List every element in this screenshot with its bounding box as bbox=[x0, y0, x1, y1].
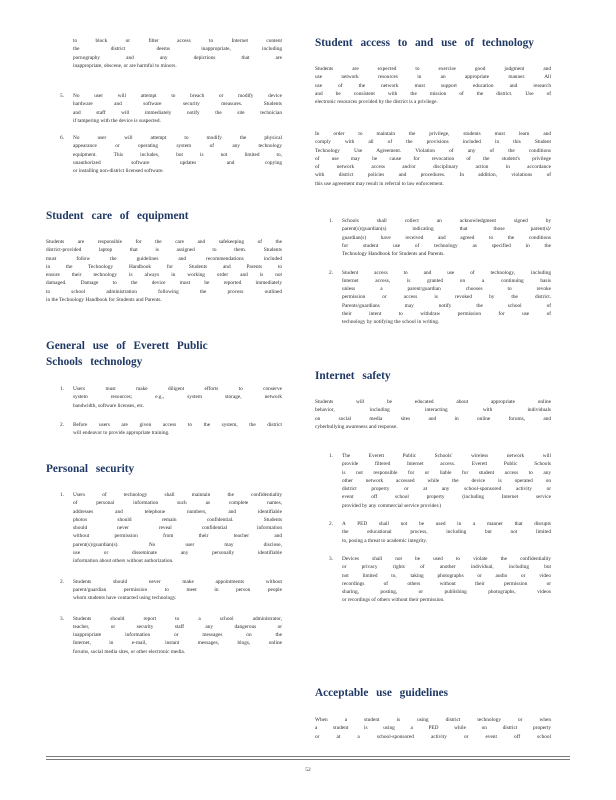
text-line: permission or access is revoked by the district. bbox=[342, 294, 551, 301]
text-line: to block or filter access to Internet content bbox=[73, 38, 282, 44]
text-line: When a student is using district technology or when bbox=[315, 717, 551, 723]
text-line: electronic resources provided by the district is a privilege. bbox=[315, 99, 438, 106]
text-line: or recordings of others without their permission. bbox=[342, 597, 445, 604]
footer-rule-bottom bbox=[46, 759, 570, 760]
text-line: parent/guardian permission to meet in person people bbox=[73, 586, 282, 593]
text-line: Students are expected to exercise good judgment and bbox=[315, 66, 551, 72]
text-line: without permission from their teacher and bbox=[73, 533, 282, 540]
text-line: No user will attempt to breach or modify device bbox=[73, 93, 282, 99]
text-line: to, posing a threat to academic integrity. bbox=[342, 537, 427, 544]
continued-paragraph bbox=[73, 37, 282, 70]
text-line: parent(s)/guardian(s) indicating that those parent(s)/ bbox=[342, 226, 551, 233]
text-line: recordings of others without their permission or bbox=[342, 580, 551, 587]
text-line: Users of technology shall maintain the confidentiality bbox=[73, 492, 282, 498]
text-line: Technology Handbook for Students and Parents. bbox=[342, 251, 445, 258]
text-line: to school administration following the process outlined bbox=[46, 288, 282, 295]
text-line: and be consistent with the mission of the district. Use of bbox=[315, 90, 551, 97]
text-line: use of the network must support education and research bbox=[315, 82, 551, 89]
text-line: damaged. Damage to the device must be reported immediately bbox=[46, 280, 282, 287]
list-number: 2. bbox=[60, 421, 64, 428]
text-line: of personal information such as complete names, bbox=[73, 500, 282, 507]
text-line: teacher, or security staff any dangerous or bbox=[73, 623, 282, 630]
text-line: on social media sites and in online forums, and bbox=[315, 415, 551, 422]
list-number: 1. bbox=[329, 453, 333, 459]
text-line: system resources; e.g., system storage, network bbox=[73, 394, 282, 401]
list-item-text bbox=[73, 421, 282, 438]
text-line: Student access to and use of technology, including bbox=[342, 269, 551, 276]
text-line: behavior, including interacting with individuals bbox=[315, 407, 551, 414]
text-line: guardian(s) have received and agreed to the conditions bbox=[342, 234, 551, 241]
text-line: use network resources in an appropriate manner. All bbox=[315, 74, 551, 81]
text-line: Students will be educated about appropriate online bbox=[315, 399, 551, 405]
heading-acceptable-use: Acceptable use guidelines bbox=[315, 687, 449, 699]
text-line: or privacy rights of another individual, including but bbox=[342, 564, 551, 571]
text-line: ensure their technology is always in working order and is not bbox=[46, 272, 282, 279]
list-number: 2. bbox=[60, 578, 64, 585]
text-line: in the Technology Handbook for Students and Parents. bbox=[46, 297, 162, 304]
text-line: equipment. This includes, but is not limited to, bbox=[73, 151, 282, 158]
list-number: 1. bbox=[60, 492, 64, 498]
text-line: Students are responsible for the care and safekeeping of the bbox=[46, 239, 282, 245]
text-line: addresses and telephone numbers, and identifiable bbox=[73, 508, 282, 515]
access-paragraph-1 bbox=[315, 65, 551, 106]
text-line: event off school property (including Internet service bbox=[342, 494, 551, 501]
text-line: parent(s)/guardian(s). No user may disclose, bbox=[73, 541, 282, 548]
heading-student-access: Student access to and use of technology bbox=[315, 37, 534, 49]
text-line: Parents/guardians may notify the school of bbox=[342, 302, 551, 309]
text-line: use or disseminate any personally identifiable bbox=[73, 550, 282, 557]
text-line: if tampering with the device is suspected. bbox=[73, 117, 161, 124]
text-line: their intent to withdraw permission for use of bbox=[342, 310, 551, 317]
text-line: Technology Use Agreement. Violation of any of the conditions bbox=[315, 147, 551, 154]
heading-personal-security: Personal security bbox=[46, 463, 135, 475]
list-number: 2. bbox=[329, 521, 333, 528]
text-line: and staff will immediately notify the site technician bbox=[73, 109, 282, 116]
text-line: inappropriate, obscene, or are harmful to minors. bbox=[73, 62, 177, 69]
list-item-text bbox=[73, 385, 282, 410]
text-line: unauthorized software updates and copying bbox=[73, 160, 282, 167]
text-line: The Everett Public Schools' wireless network will bbox=[342, 453, 551, 459]
text-line: Internet access, is granted on a continuing basis bbox=[342, 277, 551, 284]
list-item-text bbox=[342, 217, 551, 258]
text-line: forums, social media sites, or other electronic media. bbox=[73, 648, 186, 655]
list-number: 1. bbox=[329, 218, 333, 224]
text-line: whom students have contacted using technology. bbox=[73, 595, 177, 602]
text-line: cyberbullying awareness and response. bbox=[315, 423, 398, 430]
text-line: or installing non-district licensed software. bbox=[73, 168, 164, 175]
text-line: information about others without authorization. bbox=[73, 558, 174, 565]
list-number: 3. bbox=[60, 615, 64, 622]
text-line: unless a parent/guardian chooses to revoke bbox=[342, 286, 551, 293]
text-line: sharing, posting, or publishing photographs, videos bbox=[342, 589, 551, 596]
text-line: should never reveal confidential information bbox=[73, 525, 282, 532]
text-line: Students should never make appointments without bbox=[73, 578, 282, 585]
text-line: pornography and any depictions that are bbox=[73, 54, 282, 61]
text-line: the educational process, including but not limited bbox=[342, 529, 551, 536]
text-line: Schools shall collect an acknowledgment signed by bbox=[342, 218, 551, 224]
list-number: 1. bbox=[60, 386, 64, 392]
text-line: technology by notifying the school in writing. bbox=[342, 319, 440, 326]
text-line: In order to maintain the privilege, students must learn and bbox=[315, 131, 551, 137]
text-line: this use agreement may result in referral to law enforcement. bbox=[315, 180, 444, 187]
heading-internet-safety: Internet safety bbox=[315, 370, 391, 382]
text-line: provide filtered Internet access. Everett Public Schools bbox=[342, 461, 551, 468]
list-number: 3. bbox=[329, 556, 333, 562]
text-line: A PED shall not be used in a manner that disrupts bbox=[342, 521, 551, 528]
text-line: inappropriate information or messages on the bbox=[73, 632, 282, 639]
text-line: or at a school-sponsored activity or event off school bbox=[315, 733, 551, 740]
text-line: of network access and/or disciplinary action in accordance bbox=[315, 164, 551, 171]
text-line: Devices shall not be used to violate the confidentiality bbox=[342, 556, 551, 562]
guidelines-paragraph bbox=[315, 716, 551, 741]
text-line: appearance or operating system of any technology bbox=[73, 143, 282, 150]
care-paragraph bbox=[46, 238, 282, 304]
list-item-text bbox=[73, 615, 282, 656]
text-line: is not responsible for or liable for student access to any bbox=[342, 469, 551, 476]
text-line: Before users are given access to the system, the district bbox=[73, 421, 282, 428]
text-line: must follow the guidelines and recommendations included bbox=[46, 255, 282, 262]
text-line: the district deems inappropriate, including bbox=[73, 46, 282, 53]
text-line: hardware and software security measures. Students bbox=[73, 101, 282, 108]
text-line: bandwidth, software licenses, etc. bbox=[73, 402, 145, 409]
heading-general-use: General use of Everett Public bbox=[46, 340, 208, 352]
list-number: 5. bbox=[60, 93, 64, 99]
footer-rule-top bbox=[46, 756, 570, 757]
access-paragraph-2 bbox=[315, 130, 551, 188]
list-item-text bbox=[73, 491, 282, 566]
text-line: No user will attempt to modify the physical bbox=[73, 135, 282, 142]
text-line: comply with all of the provisions included in this Student bbox=[315, 139, 551, 146]
list-number: 2. bbox=[329, 269, 333, 276]
text-line: with district policies and procedures. In addition, violations of bbox=[315, 172, 551, 179]
text-line: will endeavor to provide appropriate training. bbox=[73, 430, 170, 437]
list-number: 6. bbox=[60, 135, 64, 142]
text-line: photos should remain confidential. Students bbox=[73, 516, 282, 523]
list-item-text bbox=[73, 578, 282, 603]
text-line: Users must make diligent efforts to conserve bbox=[73, 386, 282, 392]
list-item-text bbox=[342, 520, 551, 545]
text-line: not limited to, taking photographs or audio or video bbox=[342, 572, 551, 579]
heading-general-use-line-2: Schools technology bbox=[46, 356, 143, 368]
text-line: district-provided laptop that is assigned to them. Students bbox=[46, 247, 282, 254]
list-item-text bbox=[342, 452, 551, 510]
text-line: provided by any commercial service provider.) bbox=[342, 502, 442, 509]
text-line: of use may be cause for revocation of the student's privilege bbox=[315, 155, 551, 162]
safety-paragraph bbox=[315, 398, 551, 431]
list-item-text bbox=[342, 269, 551, 327]
text-line: in the Technology Handbook for Students and Parents to bbox=[46, 263, 282, 270]
text-line: district property or at any school-sponsored activity or bbox=[342, 486, 551, 493]
list-item-text bbox=[73, 92, 282, 125]
text-line: Internet, in e-mail, instant messages, blogs, online bbox=[73, 640, 282, 647]
text-line: other network accessed while the device is operated on bbox=[342, 477, 551, 484]
heading-student-care-of-equipment: Student care of equipment bbox=[46, 210, 189, 222]
page-number: 52 bbox=[305, 767, 311, 773]
text-line: for student use of technology as specified in the bbox=[342, 242, 551, 249]
text-line: Students should report to a school administrator, bbox=[73, 615, 282, 622]
list-item-text bbox=[342, 555, 551, 605]
list-item-text bbox=[73, 134, 282, 175]
text-line: a student is using a PED while on district property bbox=[315, 725, 551, 732]
